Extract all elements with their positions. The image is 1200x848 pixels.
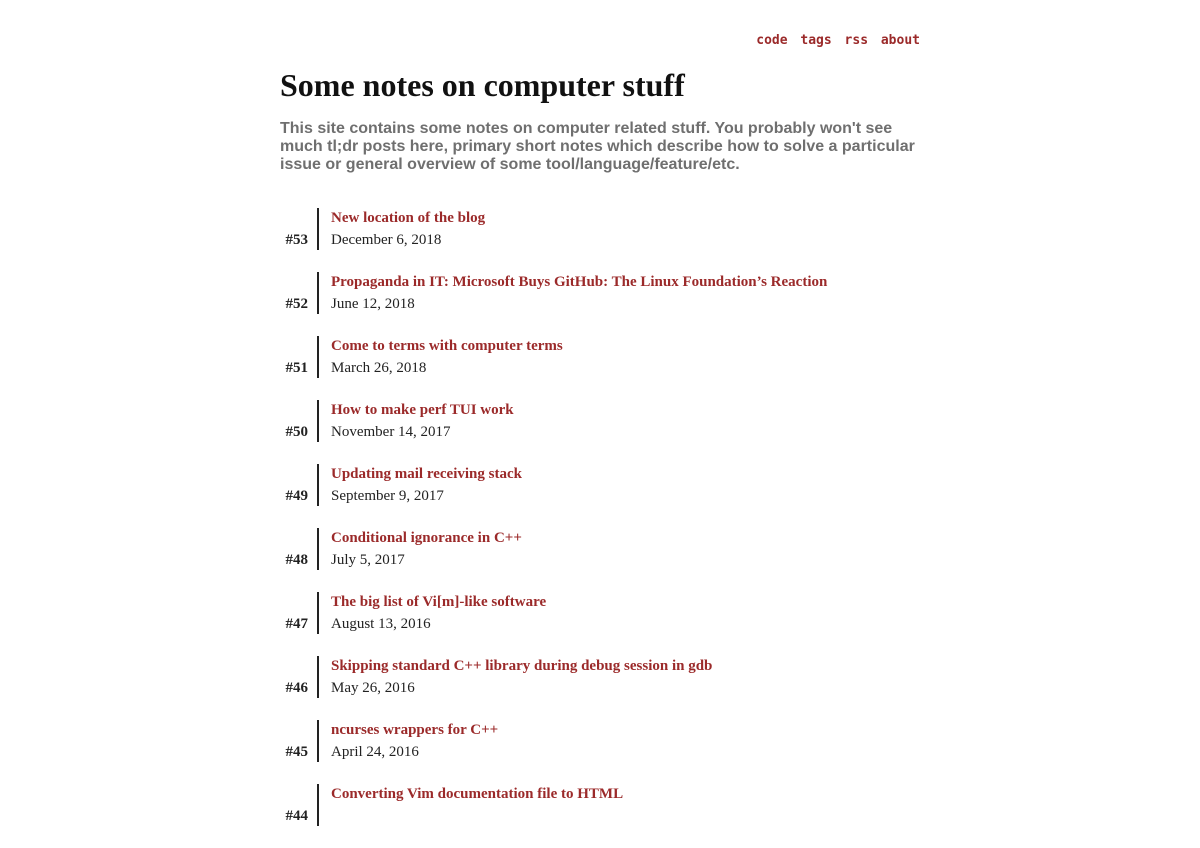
post-title-link[interactable]: ncurses wrappers for C++	[331, 722, 499, 738]
post-title-link[interactable]: New location of the blog	[331, 210, 486, 226]
post-date: December 6, 2018	[331, 232, 442, 248]
post-divider	[317, 592, 319, 634]
post-list	[280, 208, 920, 848]
post-divider	[317, 336, 319, 378]
nav-tags-link[interactable]: tags	[800, 33, 832, 48]
post-title-link[interactable]: Skipping standard C++ library during debug session in gdb	[331, 658, 713, 674]
post-divider	[317, 272, 319, 314]
post-date: June 12, 2018	[331, 296, 415, 312]
post-date: August 13, 2016	[331, 616, 431, 632]
list-item	[280, 784, 920, 826]
top-nav	[751, 33, 920, 49]
post-number: #53	[285, 232, 308, 248]
nav-rss-link[interactable]: rss	[844, 33, 869, 48]
post-title-link[interactable]: How to make perf TUI work	[331, 402, 514, 418]
list-item	[280, 208, 920, 250]
post-number: #46	[285, 680, 308, 696]
intro-text: This site contains some notes on computer related stuff. You probably won't see much tl;dr posts here, primary short notes which describe how to solve a particular issue or general overview of some tool/language/feature/etc.	[280, 120, 915, 173]
list-item	[280, 720, 920, 762]
post-divider	[317, 784, 319, 826]
post-number: #52	[285, 296, 308, 312]
post-divider	[317, 400, 319, 442]
post-title-link[interactable]: Propaganda in IT: Microsoft Buys GitHub: The Linux Foundation’s Reaction	[331, 274, 828, 290]
post-number: #47	[285, 616, 308, 632]
post-date: May 26, 2016	[331, 680, 415, 696]
post-title-link[interactable]: Converting Vim documentation file to HTML	[331, 786, 624, 802]
post-number: #51	[285, 360, 308, 376]
post-title-link[interactable]: Updating mail receiving stack	[331, 466, 522, 482]
list-item	[280, 400, 920, 442]
list-item	[280, 528, 920, 570]
post-number: #50	[285, 424, 308, 440]
post-divider	[317, 464, 319, 506]
list-item	[280, 656, 920, 698]
post-number: #48	[285, 552, 308, 568]
page-title: Some notes on computer stuff	[280, 67, 685, 103]
post-date: April 24, 2016	[331, 744, 419, 760]
post-title-link[interactable]: Conditional ignorance in C++	[331, 530, 522, 546]
list-item	[280, 464, 920, 506]
post-date: July 5, 2017	[331, 552, 405, 568]
post-date: November 14, 2017	[331, 424, 451, 440]
post-title-link[interactable]: The big list of Vi[m]-like software	[331, 594, 547, 610]
nav-code-link[interactable]: code	[756, 33, 788, 48]
post-date: March 26, 2018	[331, 360, 427, 376]
post-divider	[317, 656, 319, 698]
post-divider	[317, 208, 319, 250]
list-item	[280, 272, 920, 314]
post-number: #49	[285, 488, 308, 504]
list-item	[280, 592, 920, 634]
nav-about-link[interactable]: about	[880, 33, 920, 48]
post-number: #44	[285, 808, 308, 824]
post-divider	[317, 720, 319, 762]
list-item	[280, 336, 920, 378]
post-number: #45	[285, 744, 308, 760]
post-title-link[interactable]: Come to terms with computer terms	[331, 338, 563, 354]
post-divider	[317, 528, 319, 570]
post-date: September 9, 2017	[331, 488, 444, 504]
